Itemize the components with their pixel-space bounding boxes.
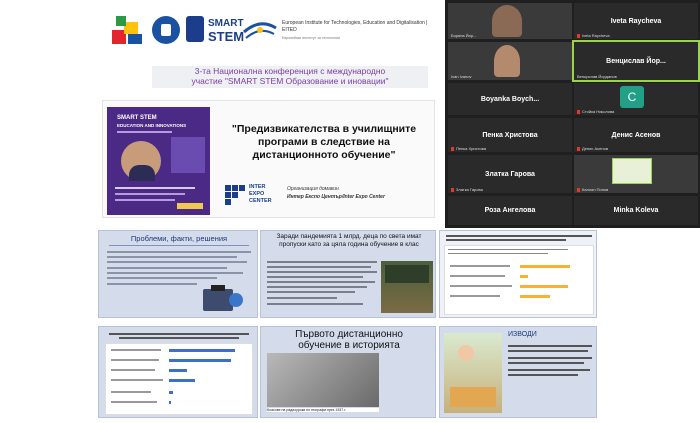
inter-expo-logo-icon — [225, 185, 245, 205]
mic-muted-icon — [577, 188, 580, 192]
participant-tile[interactable]: C Стойка Николова — [574, 83, 698, 115]
chart-bar — [169, 379, 195, 382]
poster-line2: EDUCATION AND INNOVATIONS — [117, 123, 187, 128]
chart-bar — [169, 391, 173, 394]
conference-title-line2: участие "SMART STEM Образование и иновации" — [191, 76, 389, 86]
conference-poster — [107, 107, 210, 215]
slide-survey-chart-1 — [439, 230, 597, 318]
participant-photo — [494, 45, 520, 77]
participant-tile[interactable]: Златка Гарова Златка Гарова — [448, 155, 572, 193]
avatar: C — [620, 86, 644, 108]
conference-title-line1: 3-та Национална конференция с международно — [194, 66, 386, 76]
participant-photo — [492, 5, 522, 37]
mic-muted-icon — [451, 147, 454, 151]
main-title-line3: дистанционното обучение" — [252, 149, 396, 161]
slide-conclusions-title: ИЗВОДИ — [508, 331, 537, 338]
main-slide — [102, 100, 435, 218]
first-distance-line1: Първото дистанционно — [295, 329, 403, 340]
logo-center: CENTER — [249, 198, 272, 204]
slide-first-distance-title — [261, 329, 437, 351]
mic-muted-icon — [577, 110, 580, 114]
slide-problems — [98, 230, 258, 318]
graduation-cap-icon — [211, 285, 225, 291]
slide-survey-chart-2 — [98, 326, 258, 418]
chart-bar — [169, 349, 235, 352]
logo-inter: INTER — [249, 184, 266, 190]
mic-muted-icon — [577, 34, 580, 38]
mic-muted-icon — [451, 188, 454, 192]
institute-name: European Institute for Technologies, Education and Digitalisation | EITED — [282, 20, 428, 33]
org-name: Интер Експо Център/Inter Expo Center — [287, 194, 385, 200]
slide-pandemic-title: Заради пандемията 1 млрд. деца по света имат пропуски като за цяла година обучение в клас — [276, 233, 422, 248]
slide-conclusions — [439, 326, 597, 418]
main-slide-title — [215, 123, 433, 162]
chart-bar — [520, 275, 528, 278]
participant-tile-active-speaker[interactable]: Венцислав Йор... Венцислав Йорданов — [574, 42, 698, 80]
slide-pandemic — [260, 230, 436, 318]
photo-caption: Класове на радиоуроки по географи през 1937 г. — [267, 408, 379, 412]
mic-muted-icon — [577, 147, 580, 151]
eited-logo-icon — [242, 18, 278, 42]
conference-banner — [152, 66, 428, 88]
blocks-logo — [112, 16, 144, 46]
slide-first-distance — [260, 326, 436, 418]
chart-bar — [169, 401, 171, 404]
historical-photo — [267, 353, 379, 407]
chart-bar — [169, 359, 231, 362]
participant-tile[interactable]: Роза Ангелова — [448, 196, 572, 225]
main-title-line1: "Предизвикателства в училищните — [231, 123, 417, 135]
participant-tile[interactable]: Пенка Христова Пенка Христова — [448, 118, 572, 152]
globe-icon — [229, 293, 243, 307]
participant-tile[interactable]: Ivan Ivanov — [448, 42, 572, 80]
participant-tile[interactable]: Боряна Йор... — [448, 3, 572, 39]
main-title-line2: програми в следствие на — [258, 136, 390, 148]
chart-bar — [520, 285, 568, 288]
shared-image-thumbnail — [612, 158, 652, 184]
logo-expo: EXPO — [249, 191, 265, 197]
logo-stem: STEM — [208, 29, 245, 44]
participant-tile[interactable]: Iveta Raycheva Iveta Raycheva — [574, 3, 698, 39]
chart-bar — [520, 265, 570, 268]
slide-problems-title: Проблеми, факти, решения — [130, 234, 228, 243]
header-logos — [112, 12, 442, 52]
first-distance-line2: обучение в историята — [298, 340, 400, 351]
org-label: Организация домакин — [287, 186, 339, 192]
chart-bar — [169, 369, 187, 372]
participant-tile[interactable]: Minka Koleva — [574, 196, 698, 225]
logo-smart: SMART — [208, 18, 244, 29]
smart-stem-logo-icon — [186, 16, 204, 42]
institute-sub: Европейски институт за технологии — [282, 36, 340, 40]
participant-tile[interactable]: Денис Асенов Денис Асенов — [574, 118, 698, 152]
chart-bar — [520, 295, 550, 298]
poster-line1: SMART STEM — [117, 115, 157, 121]
video-call-grid — [445, 0, 700, 228]
participant-tile[interactable]: Boyanka Boych... — [448, 83, 572, 115]
participant-tile[interactable]: Калоян Попов — [574, 155, 698, 193]
